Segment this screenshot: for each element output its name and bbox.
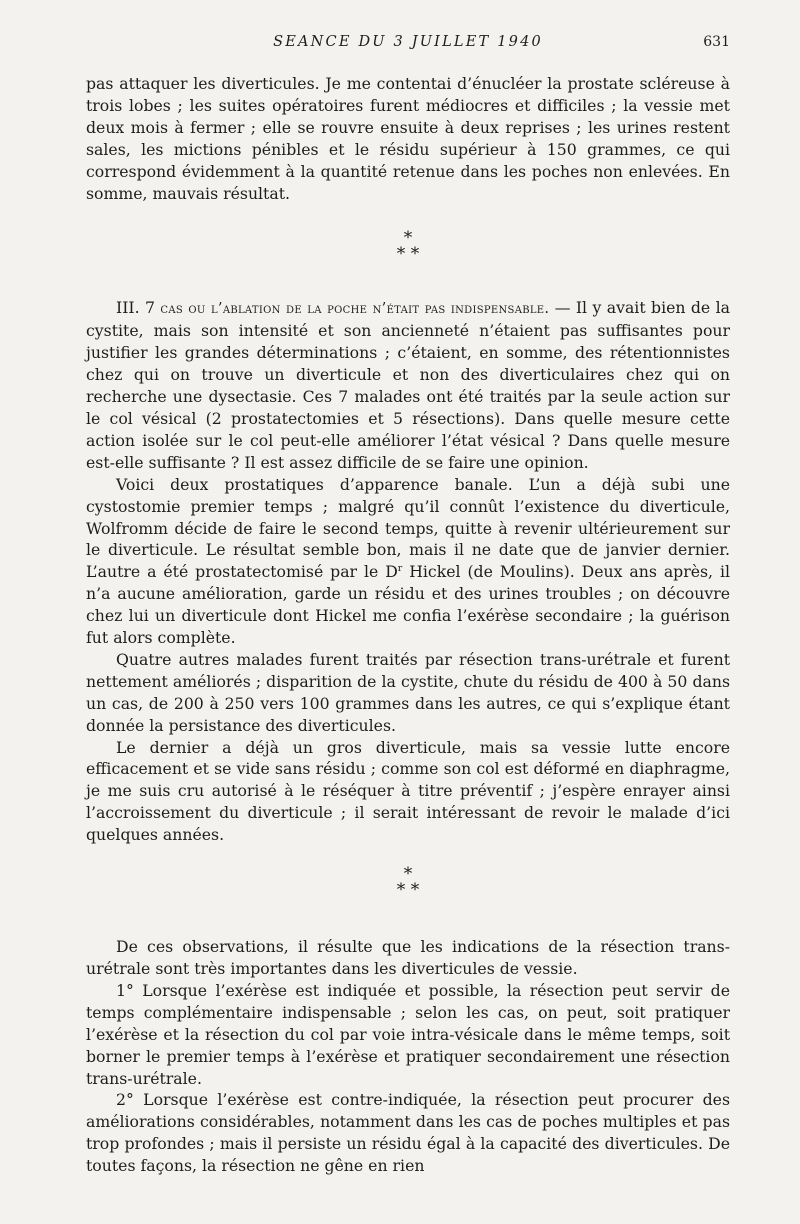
section-iii-text: — Il y avait bien de la cystite, mais son intensité et son ancienneté n’étaient pas suffisantes pour justifier les grandes déterminations ; c’étaient, en somme, des rétentionnistes chez qui on trouve un diverticule et non des diverticulaires chez qui on recherche une dysectasie. Ces 7 malades ont été traités par la seule action sur le col vésical (2 prostatectomies et 5 résections). Dans quelle mesure cette action isolée sur le col peut-elle améliorer l’état vésical ? Dans quelle mesure est-elle suffisante ? Il est assez difficile de se faire une opinion. <box>86 298 730 472</box>
body-text <box>86 73 730 1177</box>
separator-star-top: * <box>403 864 413 885</box>
running-title: SEANCE DU 3 JUILLET 1940 <box>273 34 543 50</box>
paragraph-voici <box>86 474 730 649</box>
page-number: 631 <box>703 34 730 50</box>
section-iii-prefix: III. 7 <box>116 298 161 318</box>
section-separator <box>86 864 730 901</box>
paragraph-voici-superscript: r <box>397 563 403 575</box>
section-iii-heading: cas ou l’ablation de la poche n’était pas indispensable. <box>160 300 550 318</box>
paragraph-point-2: 2° Lorsque l’exérèse est contre-indiquée, la résection peut procurer des améliorations considérables, notamment dans les cas de poches multiples et pas trop profondes ; mais il persiste un résidu égal à la capacité des diverticules. De toutes façons, la résection ne gêne en rien <box>86 1090 730 1176</box>
paragraph-voici-part2: Hickel (de Moulins). Deux ans après, il n’a aucune amélioration, garde un résidu et des urines troubles ; on découvre chez lui un diverticule dont Hickel me confia l’exérèse secondaire ; la guérison fut alors complète. <box>86 562 730 648</box>
paragraph-voici-part1: Voici deux prostatiques d’apparence banale. L’un a déjà subi une cystostomie premier temps ; malgré qu’il connût l’existence du diverticule, Wolfromm décide de faire le second temps, quitte à revenir ultérieurement sur le diverticule. Le résultat semble bon, mais il ne date que de janvier dernier. L’autre a été prostatectomisé par le D <box>86 474 730 582</box>
section-iii-paragraph <box>86 297 730 473</box>
paragraph-point-1: 1° Lorsque l’exérèse est indiquée et possible, la résection peut servir de temps complémentaire indispensable ; selon les cas, on peut, soit pratiquer l’exérèse et la résection du col par voie intra-vésicale dans le même temps, soit borner le premier temps à l’exérèse et pratiquer secondairement une résection trans-urétrale. <box>86 980 730 1088</box>
separator-stars-bottom: * * <box>396 244 420 265</box>
paragraph-quatre: Quatre autres malades furent traités par résection trans-urétrale et furent nettement améliorés ; disparition de la cystite, chute du résidu de 400 à 50 dans un cas, de 200 à 250 vers 100 grammes dans les autres, ce qui s’explique étant donnée la persistance des diverticules. <box>86 649 730 735</box>
paragraph-conclusion: De ces observations, il résulte que les indications de la résection trans-urétrale sont très importantes dans les diverticules de vessie. <box>86 937 730 978</box>
section-separator <box>86 228 730 265</box>
separator-stars-bottom: * * <box>396 880 420 901</box>
paragraph-continued: pas attaquer les diverticules. Je me contentai d’énucléer la prostate scléreuse à trois lobes ; les suites opératoires furent médiocres et difficiles ; la vessie met deux mois à fermer ; elle se rouvre ensuite à deux reprises ; les urines restent sales, les mictions pénibles et le résidu supérieur à 150 grammes, ce qui correspond évidemment à la quantité retenue dans les poches non enlevées. En somme, mauvais résultat. <box>86 74 730 203</box>
page-header <box>86 34 730 58</box>
paragraph-dernier: Le dernier a déjà un gros diverticule, mais sa vessie lutte encore efficacement et se vide sans résidu ; comme son col est déformé en diaphragme, je me suis cru autorisé à le réséquer à titre préventif ; j’espère enrayer ainsi l’accroissement du diverticule ; il serait intéressant de revoir le malade d’ici quelques années. <box>86 737 730 845</box>
separator-star-top: * <box>403 228 413 249</box>
